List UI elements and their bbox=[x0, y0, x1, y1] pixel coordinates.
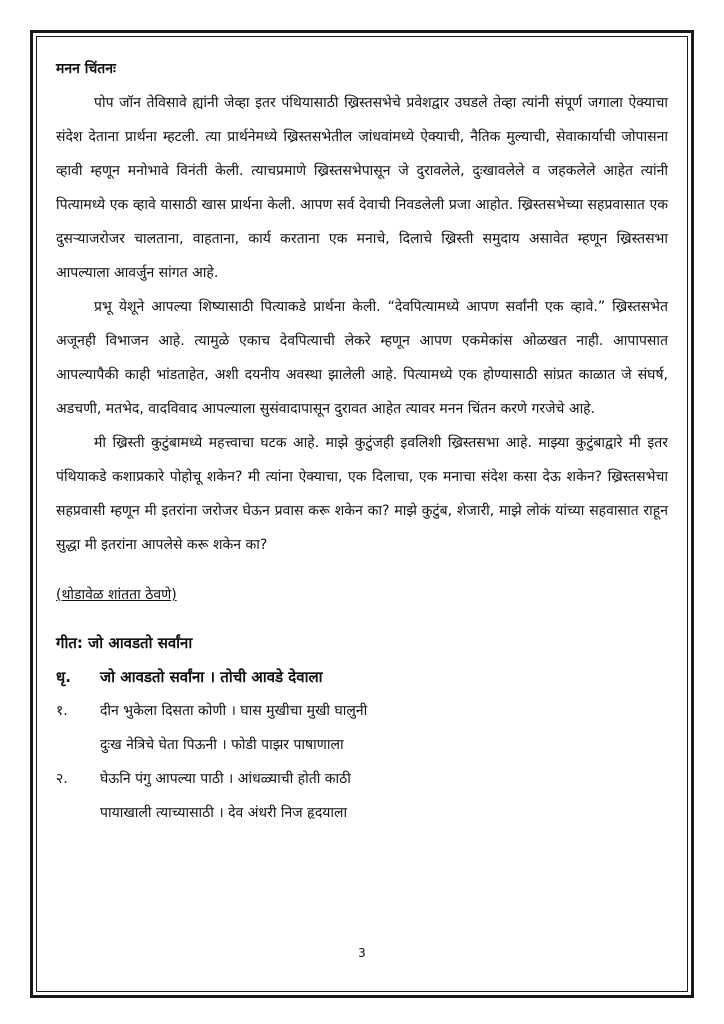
verse-1-line-2 bbox=[56, 728, 668, 762]
verse-line: घेऊनि पंगु आपल्या पाठी । आंधळ्याची होती काठी bbox=[100, 771, 351, 787]
verse-line: पायाखाली त्याच्यासाठी । देव अंधरी निज हृदयाला bbox=[100, 805, 348, 821]
verse-number: १. bbox=[56, 703, 68, 719]
verse-line: दुःख नेत्रिचे घेता पिऊनी । फोडी पाझर पाषाणाला bbox=[100, 737, 344, 753]
song-chorus bbox=[56, 660, 668, 694]
page-content bbox=[56, 52, 668, 830]
chorus-text: जो आवडतो सर्वांना । तोची आवडे देवाला bbox=[100, 668, 323, 686]
reflection-paragraph-1: पोप जॉन तेविसावे ह्यांनी जेव्हा इतर पंथियासाठी ख्रिस्तसभेचे प्रवेशद्वार उघडले तेव्हा त्यांनी संपूर्ण जगाला ऐक्याचा संदेश देताना प्रार्थना म्हटली. त्या प्रार्थनेमध्ये ख्रिस्तसभेतील जांधवांमध्ये ऐक्याची, नैतिक मुल्याची, सेवाकार्याची जोपासना व्हावी म्हणून मनोभावे विनंती केली. त्याचप्रमाणे ख्रिस्तसभेपासून जे दुरावलेले, दुःखावलेले व जहकलेले आहेत त्यांनी पित्यामध्ये एक व्हावे यासाठी खास प्रार्थना केली. आपण सर्व देवाची निवडलेली प्रजा आहोत. ख्रिस्तसभेच्या सहप्रवासात एक दुसऱ्याजरोजर चालताना, वाहताना, कार्य करताना एक मनाचे, दिलाचे ख्रिस्ती समुदाय असावेत म्हणून ख्रिस्तसभा आपल्याला आवर्जुन सांगत आहे. bbox=[56, 95, 668, 281]
reflection-heading: मनन चिंतनः bbox=[56, 61, 116, 77]
verse-2-line-2 bbox=[56, 796, 668, 830]
page-number: 3 bbox=[358, 946, 366, 960]
reflection-paragraph-3: मी ख्रिस्ती कुटुंबामध्ये महत्त्वाचा घटक आहे. माझे कुटुंजही इवलिशी ख्रिस्तसभा आहे. माझ्या कुटुंबाद्वारे मी इतर पंथियाकडे कशाप्रकारे पोहोचू शकेन? मी त्यांना ऐक्याचा, एक दिलाचा, एक मनाचा संदेश कसा देऊ शकेन? ख्रिस्तसभेचा सहप्रवासी म्हणून मी इतरांना जरोजर घेऊन प्रवास करू शकेन का? माझे कुटुंब, शेजारी, माझे लोकं यांच्या सहवासात राहून सुद्धा मी इतरांना आपलेसे करू शकेन का? bbox=[56, 435, 668, 553]
verse-1-line-1 bbox=[56, 694, 668, 728]
verse-2-line-1 bbox=[56, 762, 668, 796]
silence-note: (थोडावेळ शांतता ठेवणे) bbox=[56, 587, 177, 603]
reflection-paragraph-2: प्रभू येशूने आपल्या शिष्यासाठी पित्याकडे प्रार्थना केली. “देवपित्यामध्ये आपण सर्वांनी एक व्हावे.” ख्रिस्तसभेत अजूनही विभाजन आहे. त्यामुळे एकाच देवपित्याची लेकरे म्हणून आपण एकमेकांस ओळखत नाही. आपापसात आपल्यापैकी काही भांडताहेत, अशी दयनीय अवस्था झालेली आहे. पित्यामध्ये एक होण्यासाठी सांप्रत काळात जे संघर्ष, अडचणी, मतभेद, वादविवाद आपल्याला सुसंवादापासून दुरावत आहेत त्यावर मनन चिंतन करणे गरजेचे आहे. bbox=[56, 299, 668, 417]
chorus-label: धृ. bbox=[56, 668, 71, 686]
verse-number: २. bbox=[56, 771, 68, 787]
verse-line: दीन भुकेला दिसता कोणी । घास मुखीचा मुखी घालुनी bbox=[100, 703, 368, 719]
song-title: गीत: जो आवडतो सर्वांना bbox=[56, 634, 193, 652]
